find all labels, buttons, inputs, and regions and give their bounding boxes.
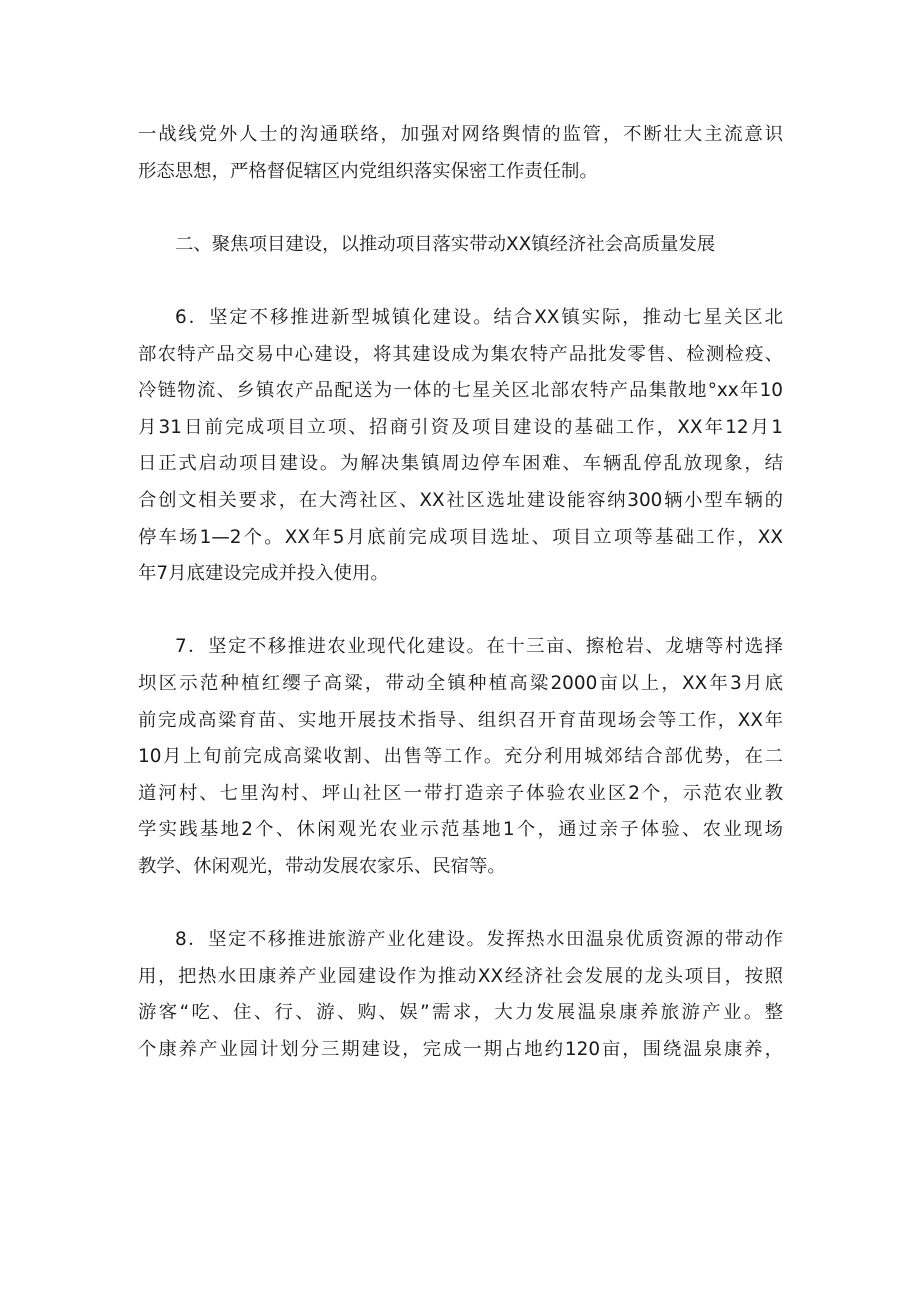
text-line: 停车场1—2个。XX年5月底前完成项目选址、项目立项等基础工作，XX bbox=[138, 526, 783, 548]
text-line: 月31日前完成项目立项、招商引资及项目建设的基础工作，XX年12月1 bbox=[138, 416, 783, 438]
paragraph-item-7-agriculture bbox=[138, 629, 783, 885]
document-body bbox=[138, 117, 783, 1068]
paragraph-item-6-urbanization bbox=[138, 300, 783, 593]
text-line: 教学、休闲观光，带动发展农家乐、民宿等。 bbox=[138, 855, 506, 877]
text-line: 坝区示范种植红缨子高粱，带动全镇种植高粱2000亩以上，XX年3月底 bbox=[138, 672, 783, 694]
text-line: 一战线党外人士的沟通联络，加强对网络舆情的监管，不断壮大主流意识 bbox=[138, 124, 783, 145]
text-line: 部农特产品交易中心建设，将其建设成为集农特产品批发零售、检测检疫、 bbox=[138, 343, 783, 365]
text-line: 学实践基地2个、休闲观光农业示范基地1个，通过亲子体验、农业现场 bbox=[138, 819, 783, 841]
text-line: 7．坚定不移推进农业现代化建设。在十三亩、擦枪岩、龙塘等村选择 bbox=[175, 636, 783, 658]
text-line: 游客“吃、住、行、游、购、娱”需求，大力发展温泉康养旅游产业。整 bbox=[138, 1002, 783, 1024]
text-line: 6．坚定不移推进新型城镇化建设。结合XX镇实际，推动七星关区北 bbox=[175, 306, 783, 328]
text-line: 二、聚焦项目建设，以推动项目落实带动XX镇经济社会高质量发展 bbox=[175, 233, 716, 255]
text-line: 用，把热水田康养产业园建设作为推动XX经济社会发展的龙头项目，按照 bbox=[138, 965, 783, 987]
text-line: 10月上旬前完成高粱收割、出售等工作。充分利用城郊结合部优势，在二 bbox=[138, 746, 783, 768]
section-heading-project-construction bbox=[138, 227, 783, 264]
text-line: 前完成高粱育苗、实地开展技术指导、组织召开育苗现场会等工作，XX年 bbox=[138, 709, 783, 731]
paragraph-party-liaison bbox=[138, 117, 783, 190]
text-line: 冷链物流、乡镇农产品配送为一体的七星关区北部农特产品集散地°xx年10 bbox=[138, 380, 783, 402]
text-line: 日正式启动项目建设。为解决集镇周边停车困难、车辆乱停乱放现象，结 bbox=[138, 453, 783, 475]
text-line: 8．坚定不移推进旅游产业化建设。发挥热水田温泉优质资源的带动作 bbox=[175, 929, 783, 951]
text-line: 形态思想，严格督促辖区内党组织落实保密工作责任制。 bbox=[138, 160, 598, 182]
text-line: 合创文相关要求，在大湾社区、XX社区选址建设能容纳300辆小型车辆的 bbox=[138, 489, 783, 511]
paragraph-item-8-tourism bbox=[138, 922, 783, 1068]
text-line: 个康养产业园计划分三期建设，完成一期占地约120亩，围绕温泉康养， bbox=[138, 1038, 783, 1060]
text-line: 年7月底建设完成并投入使用。 bbox=[138, 563, 389, 585]
text-line: 道河村、七里沟村、坪山社区一带打造亲子体验农业区2个，示范农业教 bbox=[138, 782, 783, 804]
